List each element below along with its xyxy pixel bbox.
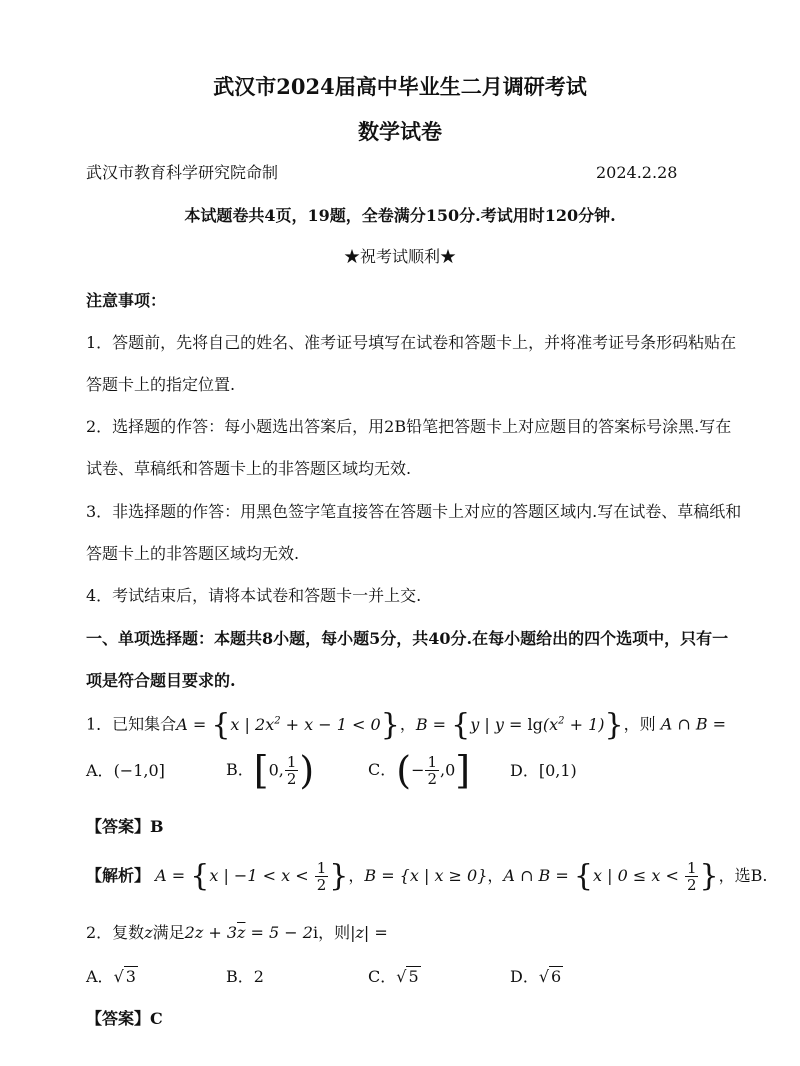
note-1-line-2: 答题卡上的指定位置. (86, 375, 236, 394)
exam-title: 武汉市2024届高中毕业生二月调研考试 (213, 74, 587, 99)
set-a-definition: A = {x | $2x^2 + x - 1 < 0$} (176, 707, 400, 742)
question-2-option-c: C．√ 5 (368, 967, 419, 986)
note-4: 4．考试结束后，请将本试卷和答题卡一并上交. (86, 586, 422, 605)
question-1-stem: 1．已知集合A = {x | $2x^2 + x - 1 < 0$}，B = {y | $y = \lg(x^2 + 1)$}，则 A ∩ B = (86, 707, 727, 742)
question-1-option-b: B．[0, $\frac{1}{2}$ ) (226, 748, 315, 793)
intersection-expression: A ∩ B = (655, 714, 727, 734)
question-1-option-c: C．(− $\frac{1}{2}$ ,0] (368, 748, 471, 793)
question-2-option-b: B．2 (226, 967, 264, 986)
note-1-line-1: 1．答题前，先将自己的姓名、准考证号填写在试卷和答题卡上，并将准考证号条形码粘贴在 (86, 333, 737, 352)
question-2-answer: 【答案】C (86, 1009, 163, 1028)
set-b-definition: B = {y | $y = \lg(x^2 + 1)$} (415, 707, 624, 742)
question-2-option-d: D．√ 6 (510, 967, 562, 986)
issuer: 武汉市教育科学研究院命制 (86, 163, 279, 182)
note-3-line-2: 答题卡上的非答题区域均无效. (86, 544, 300, 563)
question-2-option-a: A．√ 3 (86, 967, 136, 986)
exam-date: 2024.2.28 (596, 163, 678, 182)
section-1-heading-line-1: 一、单项选择题：本题共8小题，每小题5分，共40分.在每小题给出的四个选项中，只有一 (86, 629, 729, 648)
exam-info: 本试题卷共4页，19题，全卷满分150分.考试用时120分钟. (184, 206, 616, 225)
question-1-option-a: A．(−1,0] (86, 761, 165, 780)
question-2-stem: 2．复数z满足$2z + 3\overline{z} = 5 - 2i$，则|z| = (86, 923, 388, 942)
notes-heading: 注意事项： (86, 291, 167, 310)
question-1-connector: 则 (639, 714, 656, 734)
note-2-line-1: 2．选择题的作答：每小题选出答案后，用2B铅笔把答题卡上对应题目的答案标号涂黑.写在 (86, 417, 732, 436)
question-1-answer: 【答案】B (86, 817, 164, 836)
good-luck-wish: ★祝考试顺利★ (343, 247, 456, 266)
section-1-heading-line-2: 项是符合题目要求的. (86, 671, 236, 690)
question-1-prefix: 1．已知集合 (86, 714, 177, 734)
question-1-analysis: 【解析】 A = {x | −1 < x < $\frac{1}{2}$ }，B = {x | x ≥ 0}，A ∩ B = {x | 0 ≤ x < $\frac{1}{2}$ }，选B. (86, 858, 768, 894)
note-2-line-2: 试卷、草稿纸和答题卡上的非答题区域均无效. (86, 459, 412, 478)
exam-subtitle: 数学试卷 (358, 119, 442, 144)
note-3-line-1: 3．非选择题的作答：用黑色签字笔直接答在答题卡上对应的答题区域内.写在试卷、草稿纸和 (86, 502, 742, 521)
question-1-option-d: D．[0,1) (510, 761, 577, 780)
